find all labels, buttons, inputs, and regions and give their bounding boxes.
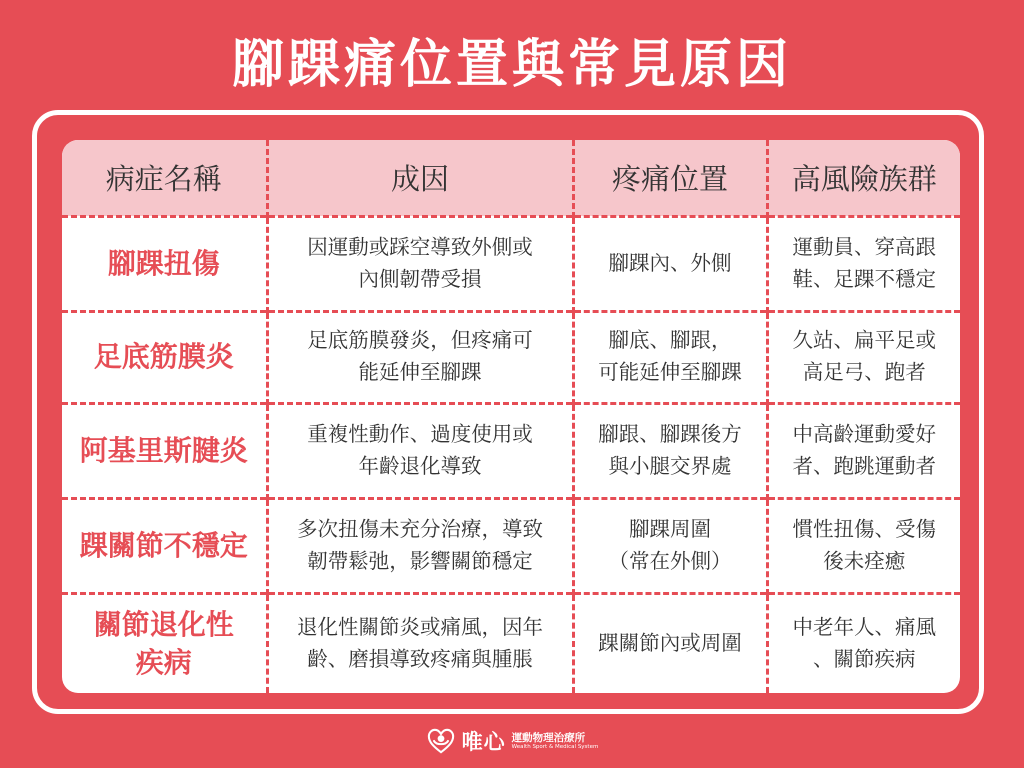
condition-risk: 慣性扭傷、受傷 後未痊癒 (767, 498, 960, 593)
condition-location: 腳底、腳跟， 可能延伸至腳踝 (573, 311, 767, 403)
condition-location: 腳踝內、外側 (573, 216, 767, 311)
condition-risk: 中老年人、痛風 、關節疾病 (767, 593, 960, 693)
condition-risk: 中高齡運動愛好 者、跑跳運動者 (767, 403, 960, 498)
condition-name: 足底筋膜炎 (62, 311, 267, 403)
table-row (62, 216, 960, 311)
heart-hands-icon (426, 727, 456, 755)
condition-name: 踝關節不穩定 (62, 498, 267, 593)
table-row (62, 403, 960, 498)
brand-text (512, 732, 599, 751)
brand-name: 唯心 (461, 730, 506, 754)
condition-cause: 退化性關節炎或痛風，因年 齡、磨損導致疼痛與腫脹 (267, 593, 573, 693)
condition-name: 關節退化性 疾病 (62, 593, 267, 693)
ankle-pain-table (62, 140, 960, 693)
condition-location: 腳跟、腳踝後方 與小腿交界處 (573, 403, 767, 498)
condition-location: 踝關節內或周圍 (573, 593, 767, 693)
header-cause: 成因 (267, 140, 573, 216)
table-row (62, 498, 960, 593)
header-condition: 病症名稱 (62, 140, 267, 216)
page-title: 腳踝痛位置與常見原因 (231, 35, 792, 95)
condition-risk: 運動員、穿高跟 鞋、足踝不穩定 (767, 216, 960, 311)
footer-logo (0, 726, 1024, 756)
condition-name: 腳踝扭傷 (62, 216, 267, 311)
condition-cause: 因運動或踩空導致外側或 內側韌帶受損 (267, 216, 573, 311)
condition-location: 腳踝周圍 （常在外側） (573, 498, 767, 593)
condition-cause: 足底筋膜發炎，但疼痛可 能延伸至腳踝 (267, 311, 573, 403)
brand-subtitle: 運動物理治療所 (511, 731, 586, 744)
header-pain-location: 疼痛位置 (573, 140, 767, 216)
header-high-risk-group: 高風險族群 (767, 140, 960, 216)
table-row (62, 311, 960, 403)
condition-risk: 久站、扁平足或 高足弓、跑者 (767, 311, 960, 403)
condition-cause: 多次扭傷未充分治療，導致 韌帶鬆弛，影響關節穩定 (267, 498, 573, 593)
table-row (62, 593, 960, 693)
condition-name: 阿基里斯腱炎 (62, 403, 267, 498)
brand-english: Wealth Sport & Medical System (511, 743, 599, 750)
condition-cause: 重複性動作、過度使用或 年齡退化導致 (267, 403, 573, 498)
table-header-row (62, 140, 960, 216)
